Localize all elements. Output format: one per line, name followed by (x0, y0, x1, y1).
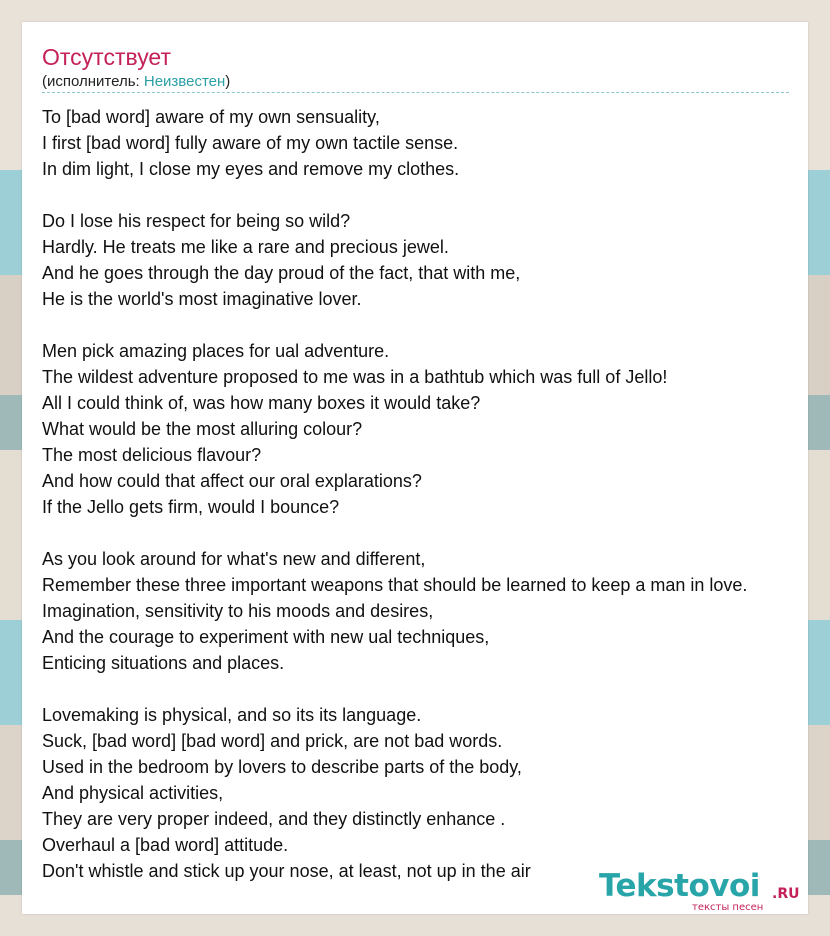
lyric-line: As you look around for what's new and different, (42, 549, 426, 569)
lyric-line: Lovemaking is physical, and so its its language. (42, 705, 422, 725)
lyrics-text (42, 104, 830, 884)
lyrics-card (22, 22, 808, 914)
artist-suffix: ) (225, 73, 231, 90)
lyric-line: What would be the most alluring colour? (42, 419, 363, 439)
artist-prefix: (исполнитель: (42, 73, 144, 90)
logo-domain: .RU (772, 886, 800, 902)
lyric-line (42, 676, 830, 702)
lyric-line (42, 520, 830, 546)
lyric-line: Suck, [bad word] [bad word] and prick, are not bad words. (42, 731, 503, 751)
lyric-line: And he goes through the day proud of the fact, that with me, (42, 263, 521, 283)
lyric-line: Do I lose his respect for being so wild? (42, 211, 351, 231)
lyric-line: Men pick amazing places for ual adventure. (42, 341, 390, 361)
logo-tagline: тексты песен (692, 902, 764, 913)
lyric-line: Hardly. He treats me like a rare and precious jewel. (42, 237, 449, 257)
lyric-line: I first [bad word] fully aware of my own tactile sense. (42, 133, 459, 153)
lyric-line: Enticing situations and places. (42, 653, 285, 673)
lyric-line (42, 182, 830, 208)
lyric-line: Imagination, sensitivity to his moods and desires, (42, 601, 434, 621)
lyric-line: Overhaul a [bad word] attitude. (42, 835, 289, 855)
lyric-line: He is the world's most imaginative lover. (42, 289, 362, 309)
lyric-line: Remember these three important weapons that should be learned to keep a man in love. (42, 575, 748, 595)
logo-wordmark: Tekstovoi (599, 868, 760, 904)
lyric-line: And how could that affect our oral explarations? (42, 471, 422, 491)
lyric-line: The most delicious flavour? (42, 445, 262, 465)
title-divider (42, 92, 789, 93)
song-title: Отсутствует (42, 44, 171, 70)
lyric-line: To [bad word] aware of my own sensuality, (42, 107, 380, 127)
artist-link[interactable]: Неизвестен (143, 73, 226, 90)
lyric-line: And physical activities, (42, 783, 224, 803)
lyric-line: And the courage to experiment with new ual techniques, (42, 627, 490, 647)
lyric-line: If the Jello gets firm, would I bounce? (42, 497, 340, 517)
lyric-line: All I could think of, was how many boxes it would take? (42, 393, 481, 413)
artist-line (42, 73, 230, 91)
lyric-line: In dim light, I close my eyes and remove my clothes. (42, 159, 460, 179)
lyric-line (42, 312, 830, 338)
lyric-line: They are very proper indeed, and they distinctly enhance . (42, 809, 506, 829)
lyric-line: Used in the bedroom by lovers to describe parts of the body, (42, 757, 522, 777)
lyric-line: Don't whistle and stick up your nose, at least, not up in the air (42, 861, 531, 881)
site-logo[interactable] (599, 868, 809, 918)
lyric-line: The wildest adventure proposed to me was in a bathtub which was full of Jello! (42, 367, 668, 387)
